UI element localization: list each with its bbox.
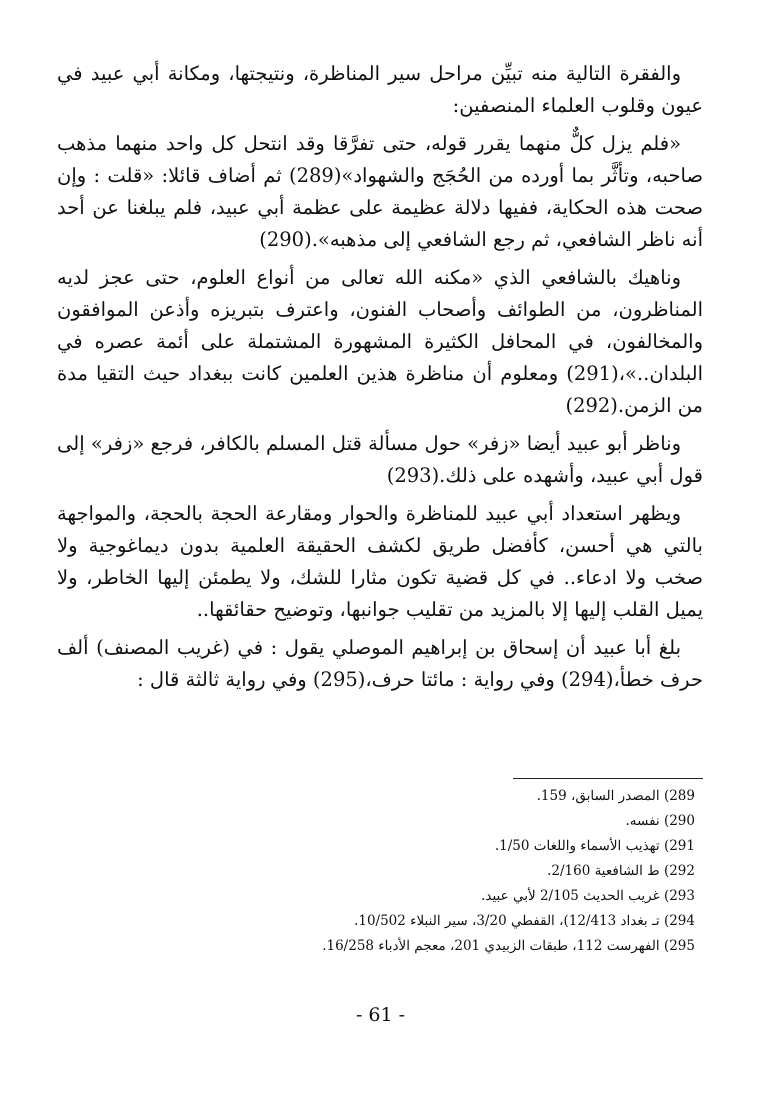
paragraph-gharib: بلغ أبا عبيد أن إسحاق بن إبراهيم الموصلي يقول : في (غريب المصنف) ألف حرف خطأ،(294) وفي رواية : مائتا حرف،(295) وفي رواية ثالثة قال : <box>57 636 703 691</box>
footnote: 292) ط الشافعية 2/160. <box>547 863 695 879</box>
main-text <box>57 58 703 702</box>
paragraph-debate-stages: والفقرة التالية منه تبيِّن مراحل سير المناظرة، ونتيجتها، ومكانة أبي عبيد في عيون وقلوب العلماء المنصفين: <box>57 62 703 117</box>
paragraph-debate-quote: «فلم يزل كلٌّ منهما يقرر قوله، حتى تفرَّقا وقد انتحل كل واحد منهما مذهب صاحبه، وتأثَّر بما أورده من الحُجَج والشهواد»(289) ثم أضاف قائلا: «قلت : وإن صحت هذه الحكاية، ففيها دلالة عظيمة على عظمة أبي عبيد، فلم يبلغنا عن أحد أنه ناظر الشافعي، ثم رجع الشافعي إلى مذهبه».(290) <box>57 132 703 251</box>
page-number: - 61 - <box>355 1004 406 1026</box>
paragraph-zufar: وناظر أبو عبيد أيضا «زفر» حول مسألة قتل المسلم بالكافر، فرجع «زفر» إلى قول أبي عبيد، وأشهده على ذلك.(293) <box>57 432 703 487</box>
paragraph-readiness: ويظهر استعداد أبي عبيد للمناظرة والحوار ومقارعة الحجة بالحجة، والمواجهة بالتي هي أحسن، كأفضل طريق لكشف الحقيقة العلمية بدون ديماغوجية ولا صخب ولا ادعاء.. في كل قضية تكون مثارا للشك، ولا يطمئن إليها الخاطر، ولا يميل القلب إليها إلا بالمزيد من تقليب جوانبها، وتوضيح حقائقها.. <box>57 502 703 621</box>
footnote: 291) تهذيب الأسماء واللغات 1/50. <box>494 838 695 854</box>
footnote: 294) تـ بغداد 12/413)، القفطي 3/20، سير النبلاء 10/502. <box>354 913 695 929</box>
footnote: 293) غريب الحديث 2/105 لأبي عبيد. <box>481 888 695 904</box>
footnote-separator <box>513 778 703 779</box>
footnotes-list <box>57 784 703 959</box>
footnote: 290) نفسه. <box>625 813 695 829</box>
paragraph-shafii: وناهيك بالشافعي الذي «مكنه الله تعالى من أنواع العلوم، حتى عجز لديه المناظرون، من الطوائف وأصحاب الفنون، واعترف بتبريزه وأذعن الموافقون والمخالفون، في المحافل الكثيرة المشهورة المشتملة على أئمة عصره في البلدان..»،(291) ومعلوم أن مناظرة هذين العلمين كانت ببغداد حيث التقيا مدة من الزمن.(292) <box>57 266 703 417</box>
footnote: 295) الفهرست 112، طبقات الزبيدي 201، معجم الأدباء 16/258. <box>322 938 695 954</box>
footnote: 289) المصدر السابق، 159. <box>536 788 695 804</box>
